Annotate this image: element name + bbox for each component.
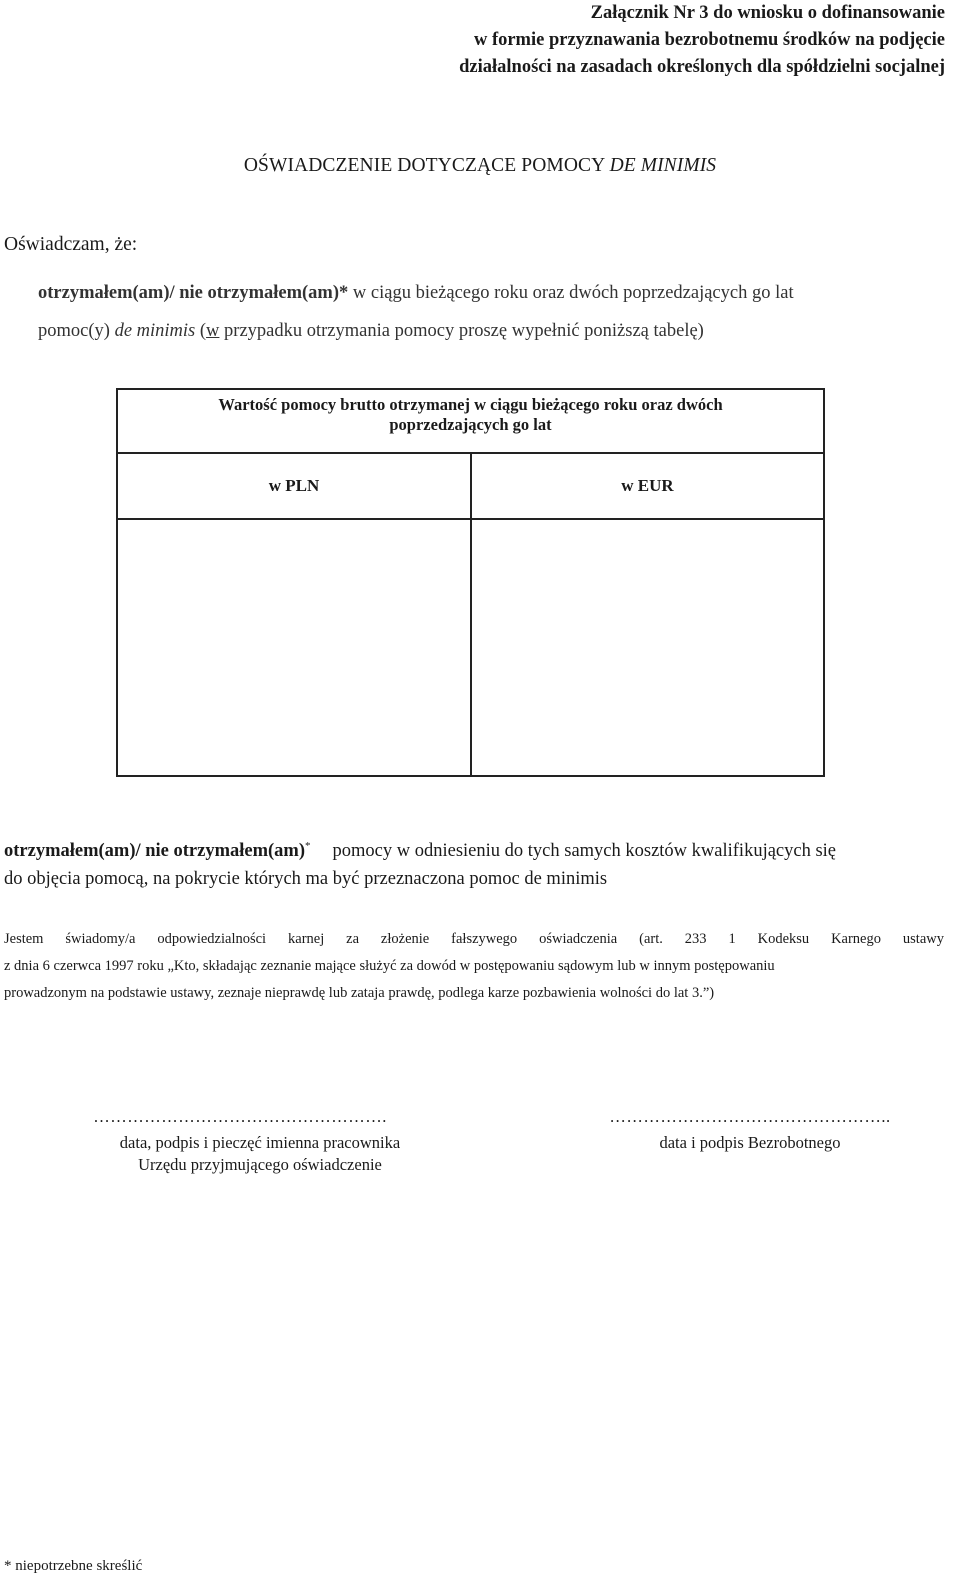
document-header <box>245 0 945 81</box>
statement-2-line-1 <box>4 840 836 862</box>
statement-2-bold: otrzymałem(am)/ nie otrzymałem(am) <box>4 841 306 862</box>
statement-1-line-2 <box>38 321 704 342</box>
statement-1-underlined: w <box>206 321 220 341</box>
document-title <box>0 155 960 177</box>
value-eur-cell[interactable] <box>472 520 823 775</box>
right-signature-dots: ………………………………………….. <box>609 1107 891 1126</box>
header-line-1: Załącznik Nr 3 do wniosku o dofinansowanie <box>590 3 945 23</box>
left-signature-label-2: Urzędu przyjmującego oświadczenie <box>138 1155 382 1174</box>
header-line-2: w formie przyznawania bezrobotnemu środków na podjęcie <box>473 30 945 50</box>
column-pln-header: w PLN <box>268 476 320 495</box>
right-signature-label: data i podpis Bezrobotnego <box>659 1133 841 1152</box>
statement-1-text-a: pomoc(y) <box>38 321 115 341</box>
header-line-3: działalności na zasadach określonych dla spółdzielni socjalnej <box>459 57 945 77</box>
title-main: OŚWIADCZENIE DOTYCZĄCE POMOCY <box>243 155 610 176</box>
statement-2-rest: pomocy w odniesieniu do tych samych kosztów kwalifikujących się <box>332 841 837 862</box>
left-signature-label-1: data, podpis i pieczęć imienna pracownika <box>119 1133 401 1152</box>
statement-2-asterisk: * <box>305 840 311 852</box>
statement-1-rest: w ciągu bieżącego roku oraz dwóch poprzedzających go lat <box>348 283 794 303</box>
left-signature-dots: ……………………………………………. <box>93 1107 387 1126</box>
table-header <box>118 390 823 454</box>
deminimis-table <box>116 388 825 777</box>
title-italic: DE MINIMIS <box>609 155 717 176</box>
statement-1-bold: otrzymałem(am)/ nie otrzymałem(am)* <box>38 283 349 303</box>
declaration-heading: Oświadczam, że: <box>4 234 138 255</box>
value-pln-cell[interactable] <box>118 520 470 775</box>
statement-2-line-2: do objęcia pomocą, na pokrycie których ma być przeznaczona pomoc de minimis <box>4 869 608 889</box>
footnote: * niepotrzebne skreślić <box>4 1558 143 1574</box>
table-header-line-1: Wartość pomocy brutto otrzymanej w ciągu bieżącego roku oraz dwóch <box>218 395 723 414</box>
column-eur-header: w EUR <box>621 476 674 495</box>
statement-1-line-1 <box>38 283 794 304</box>
legal-line-3: prowadzonym na podstawie ustawy, zeznaje nieprawdę lub zataja prawdę, podlega karze pozbawienia wolności do lat 3.”) <box>4 985 715 1001</box>
legal-line-1: Jestem świadomy/a odpowiedzialności karnej za złożenie fałszywego oświadczenia (art. 233 1 Kodeksu Karnego ustawy <box>4 931 944 947</box>
statement-1-text-b: ( <box>195 321 207 341</box>
table-header-line-2: poprzedzających go lat <box>389 415 552 434</box>
legal-line-2: z dnia 6 czerwca 1997 roku „Kto, składając zeznanie mające służyć za dowód w postępowaniu sądowym lub w innym postępowaniu <box>4 958 775 974</box>
statement-1-text-c: przypadku otrzymania pomocy proszę wypełnić poniższą tabelę) <box>219 321 704 341</box>
statement-1-italic: de minimis <box>114 321 196 341</box>
